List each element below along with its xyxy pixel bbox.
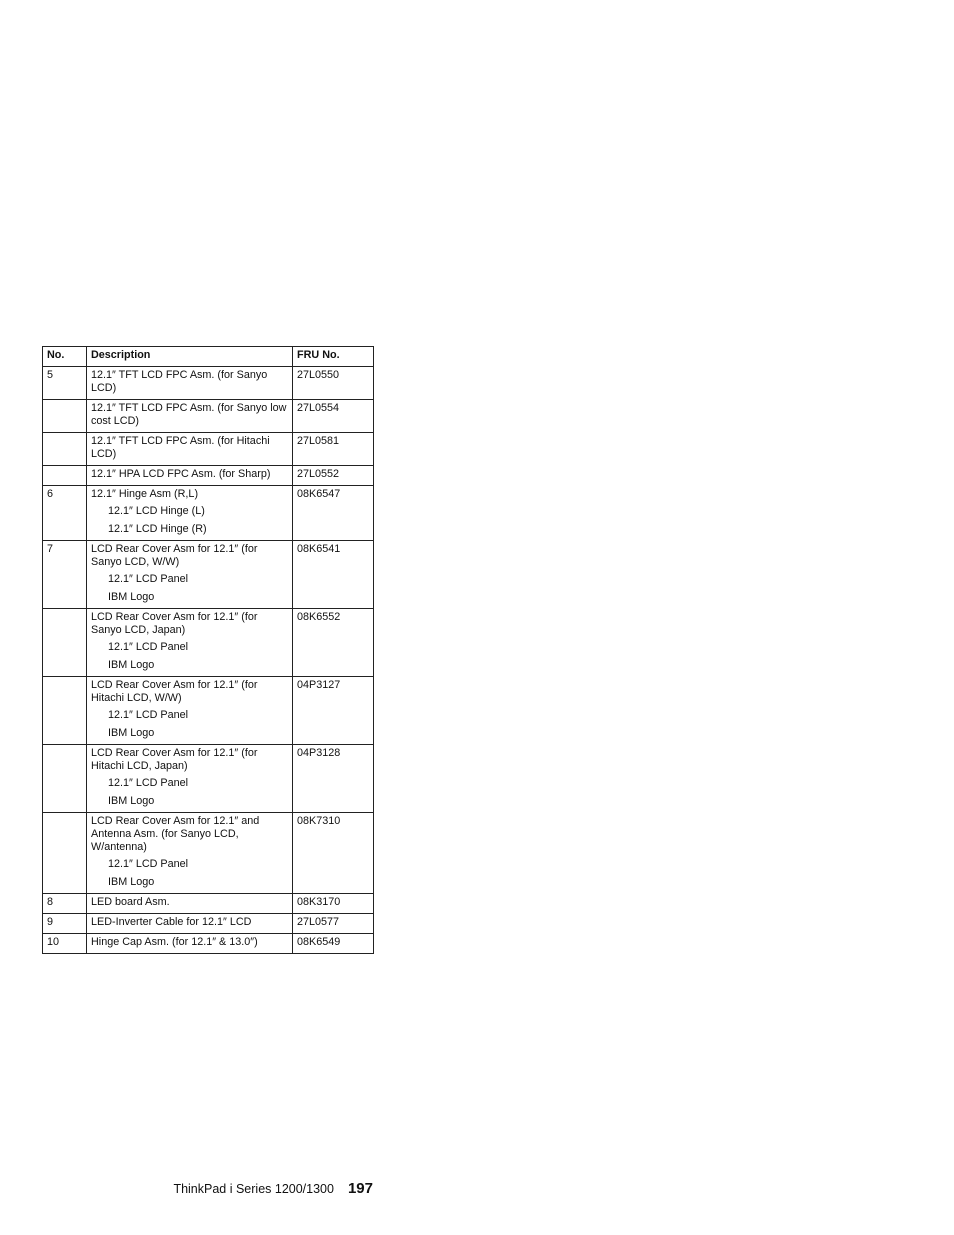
fru-parts-table bbox=[42, 346, 374, 954]
cell-description bbox=[87, 367, 293, 400]
part-description: 12.1″ TFT LCD FPC Asm. (for Hitachi LCD) bbox=[91, 435, 270, 460]
table-row bbox=[43, 914, 374, 934]
part-description: LED board Asm. bbox=[91, 896, 170, 908]
cell-description bbox=[87, 433, 293, 466]
table-row bbox=[43, 541, 374, 609]
cell-description bbox=[87, 400, 293, 433]
table-row bbox=[43, 367, 374, 400]
cell-no: 10 bbox=[43, 934, 87, 954]
sub-part-description: IBM Logo bbox=[108, 591, 155, 603]
cell-fru-no: 27L0552 bbox=[293, 466, 374, 486]
header-fru-no: FRU No. bbox=[293, 347, 374, 367]
cell-no bbox=[43, 745, 87, 813]
sub-part-description: 12.1″ LCD Hinge (R) bbox=[108, 523, 207, 535]
part-description: 12.1″ HPA LCD FPC Asm. (for Sharp) bbox=[91, 468, 271, 480]
cell-fru-no: 27L0554 bbox=[293, 400, 374, 433]
cell-fru-no: 27L0550 bbox=[293, 367, 374, 400]
cell-fru-no: 27L0577 bbox=[293, 914, 374, 934]
table-row bbox=[43, 934, 374, 954]
sub-part-description: IBM Logo bbox=[108, 795, 155, 807]
sub-part-description: IBM Logo bbox=[108, 876, 155, 888]
table-row bbox=[43, 486, 374, 541]
part-description: LCD Rear Cover Asm for 12.1″ (for Sanyo LCD, W/W) bbox=[91, 543, 258, 568]
cell-description bbox=[87, 486, 293, 541]
table-header-row bbox=[43, 347, 374, 367]
sub-part-description: 12.1″ LCD Panel bbox=[108, 777, 189, 789]
table-body bbox=[43, 367, 374, 954]
part-description: LCD Rear Cover Asm for 12.1″ (for Hitachi LCD, W/W) bbox=[91, 679, 258, 704]
page-footer bbox=[0, 1180, 373, 1198]
cell-no bbox=[43, 677, 87, 745]
cell-no bbox=[43, 433, 87, 466]
table-row bbox=[43, 433, 374, 466]
sub-part-description: IBM Logo bbox=[108, 727, 155, 739]
cell-fru-no: 04P3128 bbox=[293, 745, 374, 813]
part-description: LCD Rear Cover Asm for 12.1″ and Antenna Asm. (for Sanyo LCD, W/antenna) bbox=[91, 815, 260, 853]
table-row bbox=[43, 609, 374, 677]
sub-part-description: 12.1″ LCD Panel bbox=[108, 858, 189, 870]
part-description: 12.1″ TFT LCD FPC Asm. (for Sanyo low cost LCD) bbox=[91, 402, 287, 427]
cell-no bbox=[43, 400, 87, 433]
cell-description bbox=[87, 934, 293, 954]
cell-no bbox=[43, 609, 87, 677]
cell-description bbox=[87, 894, 293, 914]
cell-no: 7 bbox=[43, 541, 87, 609]
cell-description bbox=[87, 677, 293, 745]
cell-fru-no: 04P3127 bbox=[293, 677, 374, 745]
part-description: 12.1″ Hinge Asm (R,L) bbox=[91, 488, 199, 500]
cell-no bbox=[43, 813, 87, 894]
part-description: LED-Inverter Cable for 12.1″ LCD bbox=[91, 916, 252, 928]
footer-title: ThinkPad i Series 1200/1300 bbox=[173, 1182, 334, 1196]
cell-fru-no: 08K6547 bbox=[293, 486, 374, 541]
cell-no: 5 bbox=[43, 367, 87, 400]
part-description: LCD Rear Cover Asm for 12.1″ (for Hitachi LCD, Japan) bbox=[91, 747, 258, 772]
table-row bbox=[43, 400, 374, 433]
table-row bbox=[43, 813, 374, 894]
page-number: 197 bbox=[347, 1180, 373, 1197]
cell-fru-no: 08K7310 bbox=[293, 813, 374, 894]
header-description: Description bbox=[87, 347, 293, 367]
cell-fru-no: 08K3170 bbox=[293, 894, 374, 914]
table-row bbox=[43, 894, 374, 914]
cell-description bbox=[87, 466, 293, 486]
cell-description bbox=[87, 609, 293, 677]
sub-part-description: 12.1″ LCD Panel bbox=[108, 709, 189, 721]
cell-fru-no: 08K6541 bbox=[293, 541, 374, 609]
table-row bbox=[43, 745, 374, 813]
sub-part-description: 12.1″ LCD Panel bbox=[108, 641, 189, 653]
cell-no: 6 bbox=[43, 486, 87, 541]
table-row bbox=[43, 466, 374, 486]
cell-fru-no: 08K6552 bbox=[293, 609, 374, 677]
cell-description bbox=[87, 745, 293, 813]
sub-part-description: 12.1″ LCD Hinge (L) bbox=[108, 505, 205, 517]
sub-part-description: 12.1″ LCD Panel bbox=[108, 573, 189, 585]
cell-fru-no: 27L0581 bbox=[293, 433, 374, 466]
cell-fru-no: 08K6549 bbox=[293, 934, 374, 954]
part-description: LCD Rear Cover Asm for 12.1″ (for Sanyo LCD, Japan) bbox=[91, 611, 258, 636]
sub-part-description: IBM Logo bbox=[108, 659, 155, 671]
table-row bbox=[43, 677, 374, 745]
cell-description bbox=[87, 541, 293, 609]
part-description: Hinge Cap Asm. (for 12.1″ & 13.0″) bbox=[91, 936, 258, 948]
cell-no: 8 bbox=[43, 894, 87, 914]
cell-no: 9 bbox=[43, 914, 87, 934]
cell-description bbox=[87, 914, 293, 934]
header-no: No. bbox=[43, 347, 87, 367]
part-description: 12.1″ TFT LCD FPC Asm. (for Sanyo LCD) bbox=[91, 369, 268, 394]
cell-description bbox=[87, 813, 293, 894]
cell-no bbox=[43, 466, 87, 486]
